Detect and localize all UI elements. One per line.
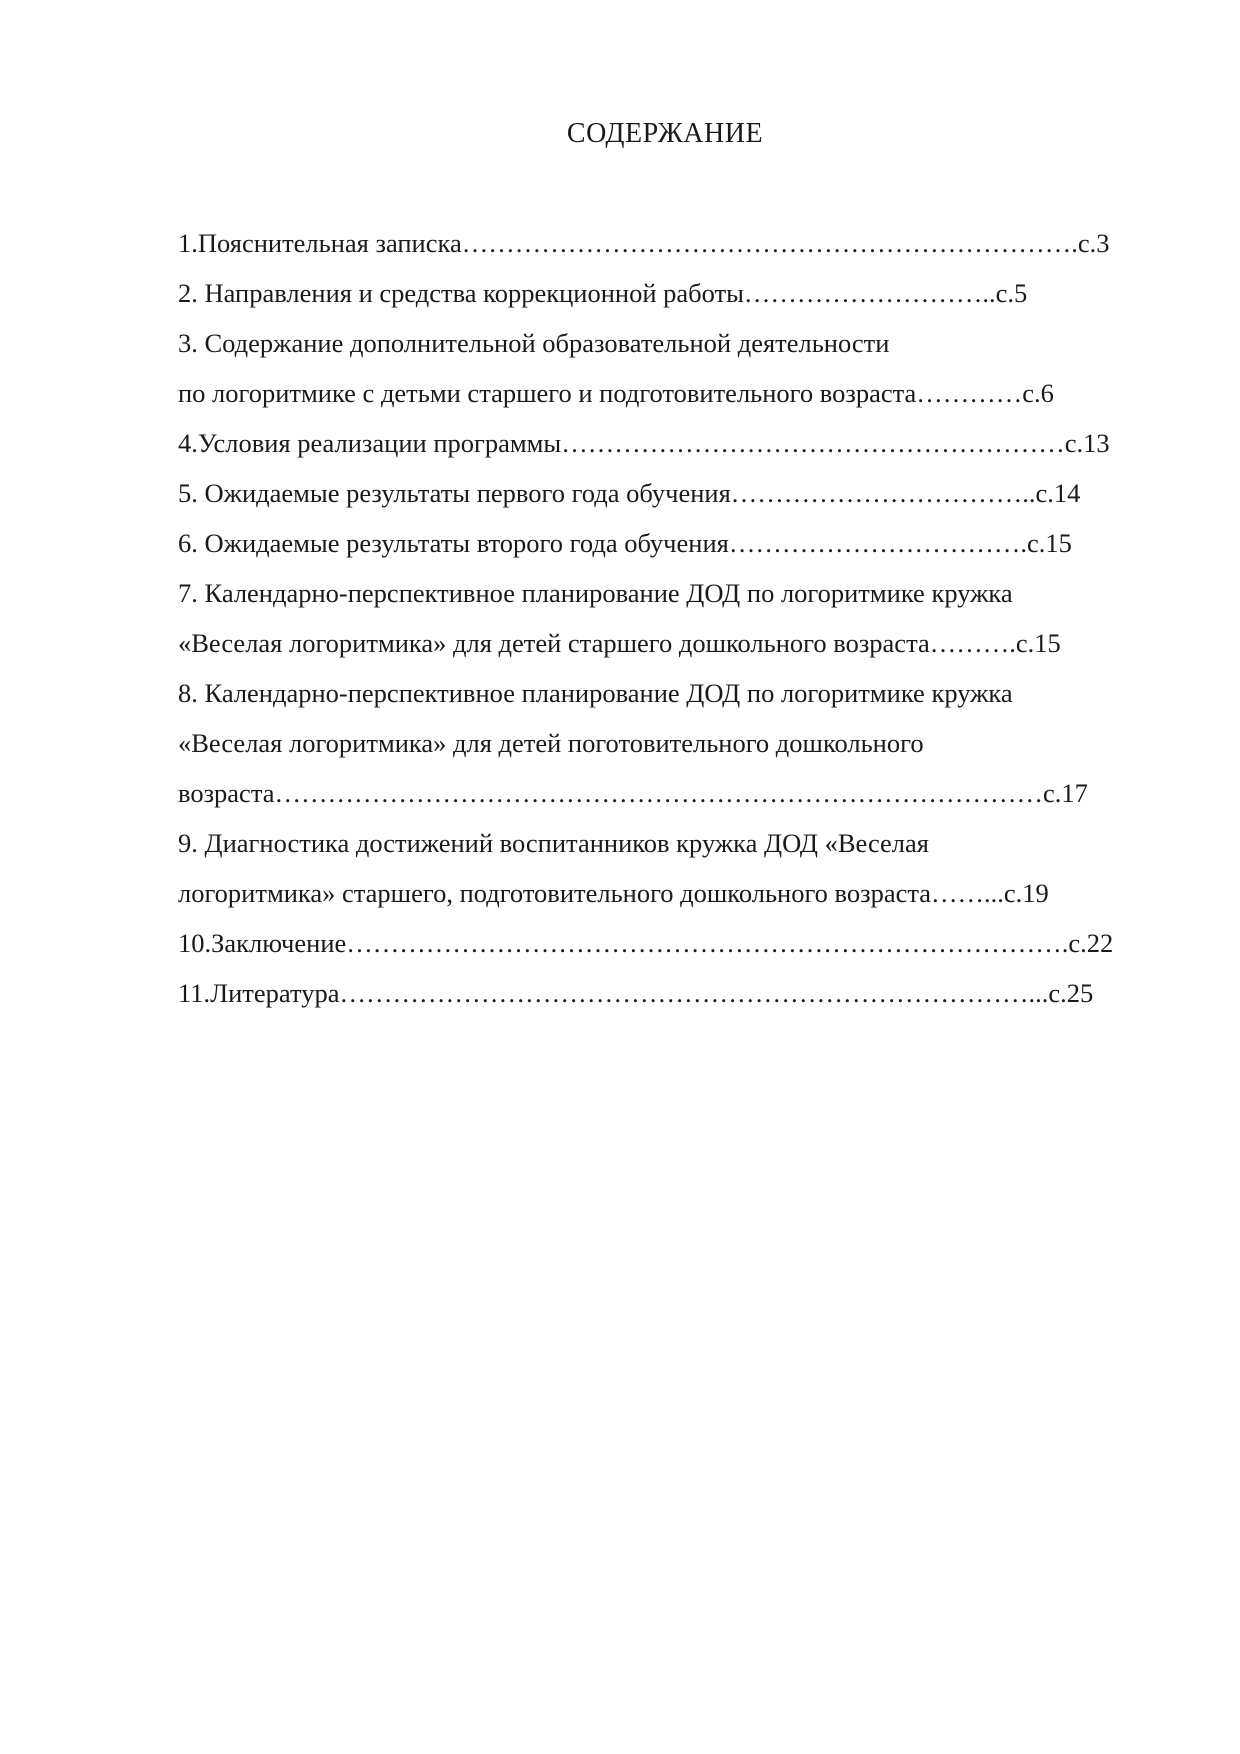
toc-line: «Веселая логоритмика» для детей поготовительного дошкольного <box>178 728 924 758</box>
toc-line: «Веселая логоритмика» для детей старшего дошкольного возраста……….с.15 <box>178 628 1061 658</box>
toc-line: 10.Заключение……………………………………………………………………….с.22 <box>178 928 1114 958</box>
toc-line: 2. Направления и средства коррекционной работы………………………..с.5 <box>178 278 1028 308</box>
toc-line: 9. Диагностика достижений воспитанников кружка ДОД «Веселая <box>178 828 929 858</box>
toc-line: возраста……………………………………………………………………………с.17 <box>178 778 1088 808</box>
toc-line: 7. Календарно-перспективное планирование ДОД по логоритмике кружка <box>178 578 1013 608</box>
toc-line: 8. Календарно-перспективное планирование ДОД по логоритмике кружка <box>178 678 1013 708</box>
toc-line: логоритмика» старшего, подготовительного дошкольного возраста……...с.19 <box>178 878 1049 908</box>
toc-line: 5. Ожидаемые результаты первого года обучения……………………………..с.14 <box>178 478 1081 508</box>
toc-line: 11.Литература……………………………………………………………………...с.25 <box>178 978 1094 1008</box>
toc-line: по логоритмике с детьми старшего и подготовительного возраста…………с.6 <box>178 378 1054 408</box>
page-title: СОДЕРЖАНИЕ <box>566 118 764 149</box>
toc-line: 3. Содержание дополнительной образовательной деятельности <box>178 328 890 358</box>
toc-line: 4.Условия реализации программы…………………………………………………с.13 <box>178 428 1110 458</box>
table-of-contents <box>178 218 1178 1018</box>
toc-line: 6. Ожидаемые результаты второго года обучения…………………………….с.15 <box>178 528 1072 558</box>
toc-line: 1.Пояснительная записка…………………………………………………………….с.3 <box>178 228 1110 258</box>
